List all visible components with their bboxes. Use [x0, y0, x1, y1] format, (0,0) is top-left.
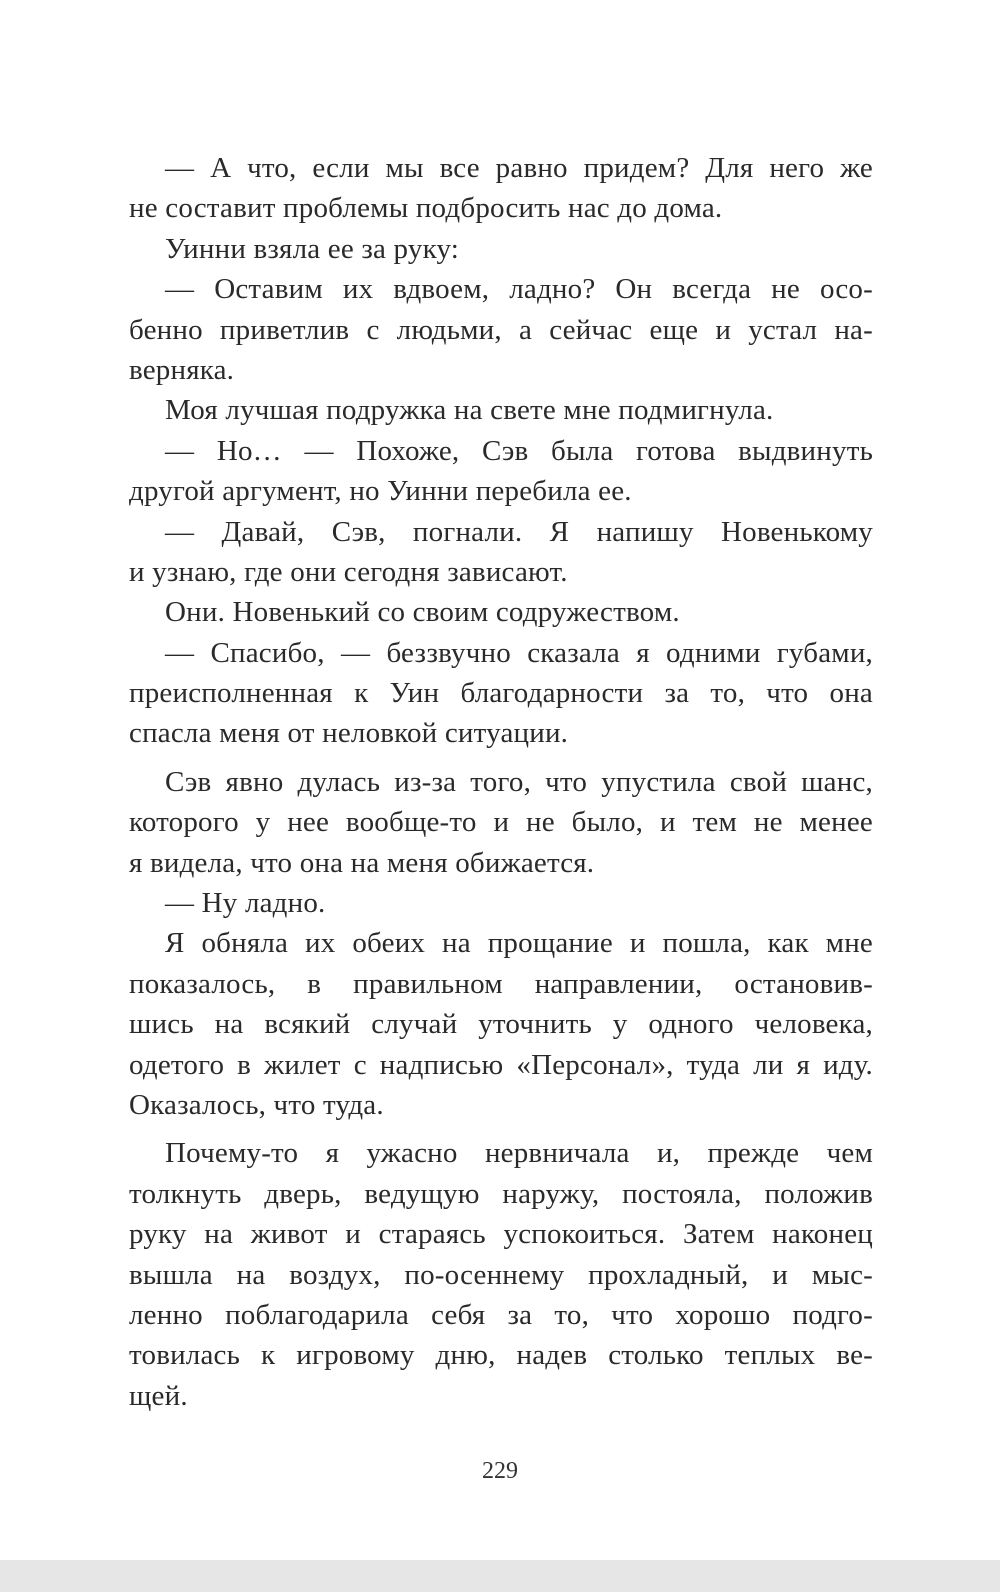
text-line: — Но… — Похоже, Сэв была готова выдвинуть — [165, 434, 873, 467]
text-line: не составит проблемы подбросить нас до дома. — [129, 192, 723, 225]
text-line: спасла меня от неловкой ситуации. — [129, 717, 569, 750]
text-line: вышла на воздух, по-осеннему прохладный, и мыс- — [129, 1258, 873, 1291]
text-line: Моя лучшая подружка на свете мне подмигнула. — [165, 394, 774, 427]
text-line: Почему-то я ужасно нервничала и, прежде чем — [165, 1137, 873, 1170]
text-line: и узнаю, где они сегодня зависают. — [129, 555, 568, 588]
text-line: Оказалось, что туда. — [129, 1088, 384, 1121]
text-line: — А что, если мы все равно придем? Для него же — [165, 152, 873, 184]
text-line: другой аргумент, но Уинни перебила ее. — [129, 475, 632, 508]
text-line: бенно приветлив с людьми, а сейчас еще и устал на- — [129, 313, 873, 346]
text-line: преисполненная к Уин благодарности за то, что она — [129, 677, 873, 710]
text-line: которого у нее вообще-то и не было, и тем не менее — [129, 806, 873, 839]
text-line: Сэв явно дулась из-за того, что упустила свой шанс, — [165, 765, 873, 798]
text-line: — Давай, Сэв, погнали. Я напишу Новенькому — [165, 515, 873, 548]
text-line: я видела, что она на меня обижается. — [129, 846, 595, 879]
text-line: верняка. — [129, 353, 235, 386]
text-line: — Ну ладно. — [165, 887, 326, 920]
text-line: Уинни взяла ее за руку: — [165, 232, 460, 265]
bottom-edge — [0, 1560, 1000, 1592]
text-line: ленно поблагодарила себя за то, что хорошо подго- — [129, 1298, 873, 1331]
text-line: Я обняла их обеих на прощание и пошла, как мне — [165, 927, 873, 960]
text-line: — Спасибо, — беззвучно сказала я одними губами, — [165, 636, 873, 669]
text-line: толкнуть дверь, ведущую наружу, постояла, положив — [129, 1177, 873, 1210]
text-line: — Оставим их вдвоем, ладно? Он всегда не осо- — [165, 273, 873, 306]
text-line: щей. — [129, 1379, 188, 1412]
page-number: 229 — [482, 1458, 518, 1484]
text-line: одетого в жилет с надписью «Персонал», туда ли я иду. — [129, 1048, 873, 1081]
text-line: Они. Новенький со своим содружеством. — [165, 596, 680, 629]
text-line: товилась к игровому дню, надев столько теплых ве- — [129, 1339, 873, 1372]
text-line: показалось, в правильном направлении, остановив- — [129, 967, 873, 1000]
text-line: шись на всякий случай уточнить у одного человека, — [129, 1008, 873, 1041]
text-line: руку на живот и стараясь успокоиться. Затем наконец — [129, 1218, 873, 1251]
body-text — [129, 148, 873, 1416]
